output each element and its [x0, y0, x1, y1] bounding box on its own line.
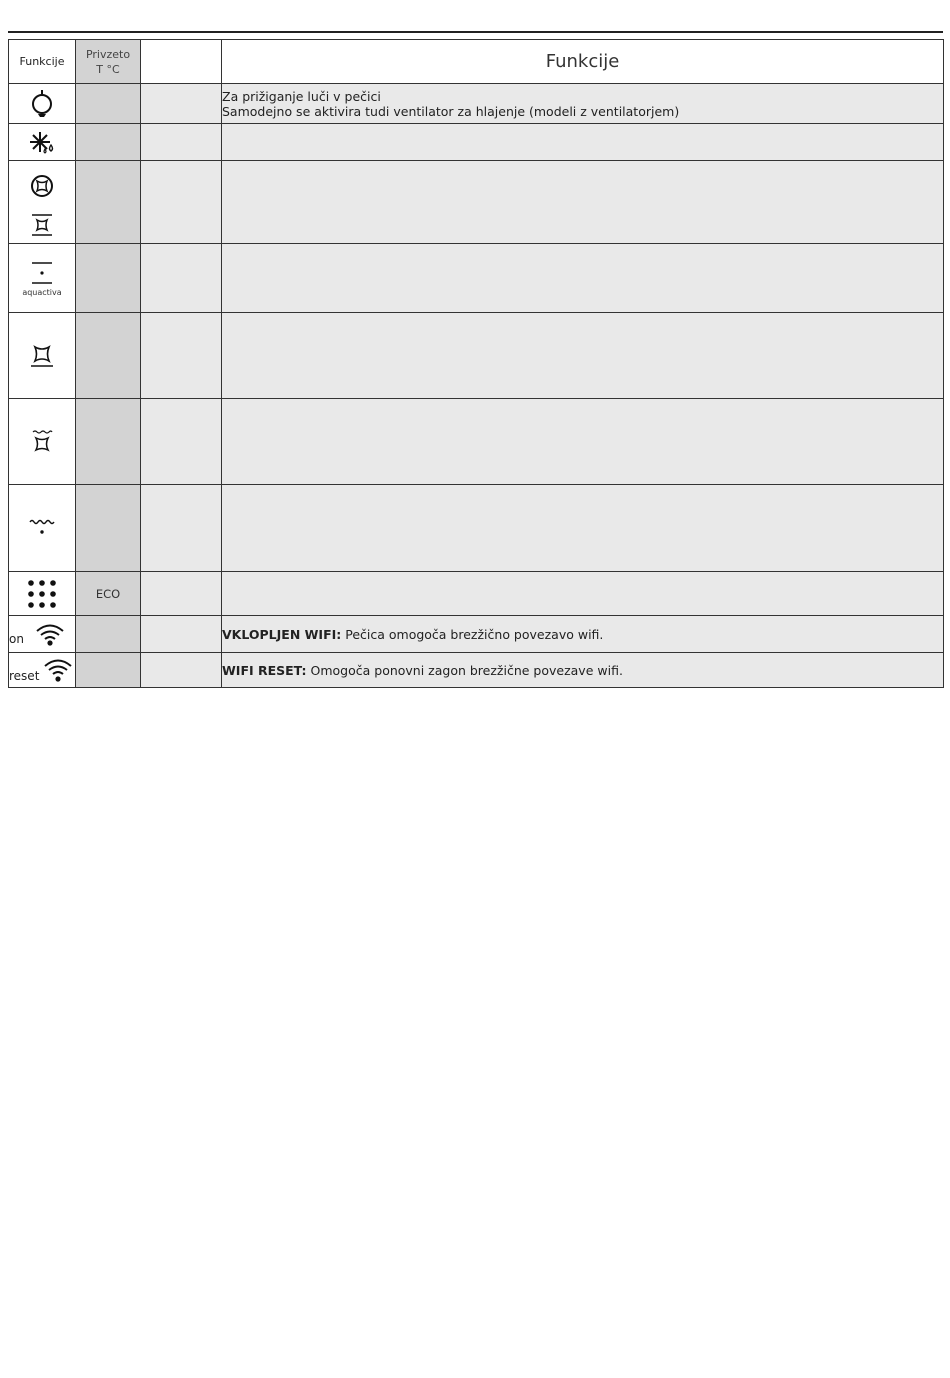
description-line: Samodejno se aktivira tudi ventilator za hlajenje (modeli z ventilatorjem) [222, 103, 680, 119]
blank-cell [141, 244, 222, 313]
header-temp-line2: T °C [96, 62, 120, 76]
header-row [9, 40, 944, 84]
header-empty [141, 40, 222, 84]
wifi-reset-icon [43, 657, 73, 683]
temp-cell [76, 485, 141, 572]
blank-cell [141, 161, 222, 244]
temp-cell [76, 244, 141, 313]
wifi-on-icon [35, 622, 65, 646]
blank-cell [141, 313, 222, 399]
description-cell [222, 313, 944, 399]
header-temp [76, 40, 141, 84]
description-cell [222, 244, 944, 313]
description-cell [222, 399, 944, 485]
top-heat-dot-icon [9, 485, 76, 572]
blank-cell [141, 485, 222, 572]
aquactiva-cell [9, 244, 76, 313]
defrost-icon [9, 124, 76, 161]
table-row [9, 244, 944, 313]
fan-top-heat-icon [9, 399, 76, 485]
aquactiva-label: aquactiva [22, 288, 62, 297]
temp-cell [76, 313, 141, 399]
table-row [9, 616, 944, 653]
temp-cell [76, 124, 141, 161]
description-cell [222, 653, 944, 688]
temp-cell [76, 616, 141, 653]
wifi-on-cell [9, 616, 76, 653]
description-cell [222, 84, 944, 124]
functions-table [8, 39, 944, 688]
description-cell [222, 485, 944, 572]
description-cell [222, 572, 944, 616]
blank-cell [141, 572, 222, 616]
fan-pair-icon [9, 161, 76, 244]
table-row [9, 84, 944, 124]
table-row [9, 161, 944, 244]
description-bold: VKLOPLJEN WIFI: [222, 626, 342, 642]
table-row [9, 124, 944, 161]
blank-cell [141, 399, 222, 485]
header-temp-line1: Privzeto [85, 47, 131, 61]
table-row [9, 313, 944, 399]
temp-cell [76, 653, 141, 688]
table-row [9, 399, 944, 485]
description-cell [222, 161, 944, 244]
wifi-on-label: on [9, 632, 24, 646]
wifi-reset-cell [9, 653, 76, 688]
blank-cell [141, 653, 222, 688]
table-row [9, 653, 944, 688]
top-rule [8, 31, 943, 33]
bulb-icon [9, 84, 76, 124]
table-row [9, 572, 944, 616]
wifi-reset-label: reset [9, 669, 40, 683]
description-text: Pečica omogoča brezžično povezavo wifi. [341, 626, 604, 642]
eco-dots-icon [9, 572, 76, 616]
temp-cell: ECO [76, 572, 141, 616]
aquactiva-icon [29, 259, 55, 287]
temp-cell [76, 399, 141, 485]
description-text: Omogoča ponovni zagon brezžične povezave wifi. [306, 662, 623, 678]
header-title: Funkcije [222, 40, 944, 84]
description-cell [222, 616, 944, 653]
blank-cell [141, 616, 222, 653]
blank-cell [141, 84, 222, 124]
header-function: Funkcije [9, 40, 76, 84]
fan-bottom-heat-icon [9, 313, 76, 399]
description-line: Za prižiganje luči v pečici [222, 88, 381, 104]
description-cell [222, 124, 944, 161]
table-row [9, 485, 944, 572]
description-bold: WIFI RESET: [222, 662, 307, 678]
blank-cell [141, 124, 222, 161]
temp-cell [76, 161, 141, 244]
temp-cell [76, 84, 141, 124]
